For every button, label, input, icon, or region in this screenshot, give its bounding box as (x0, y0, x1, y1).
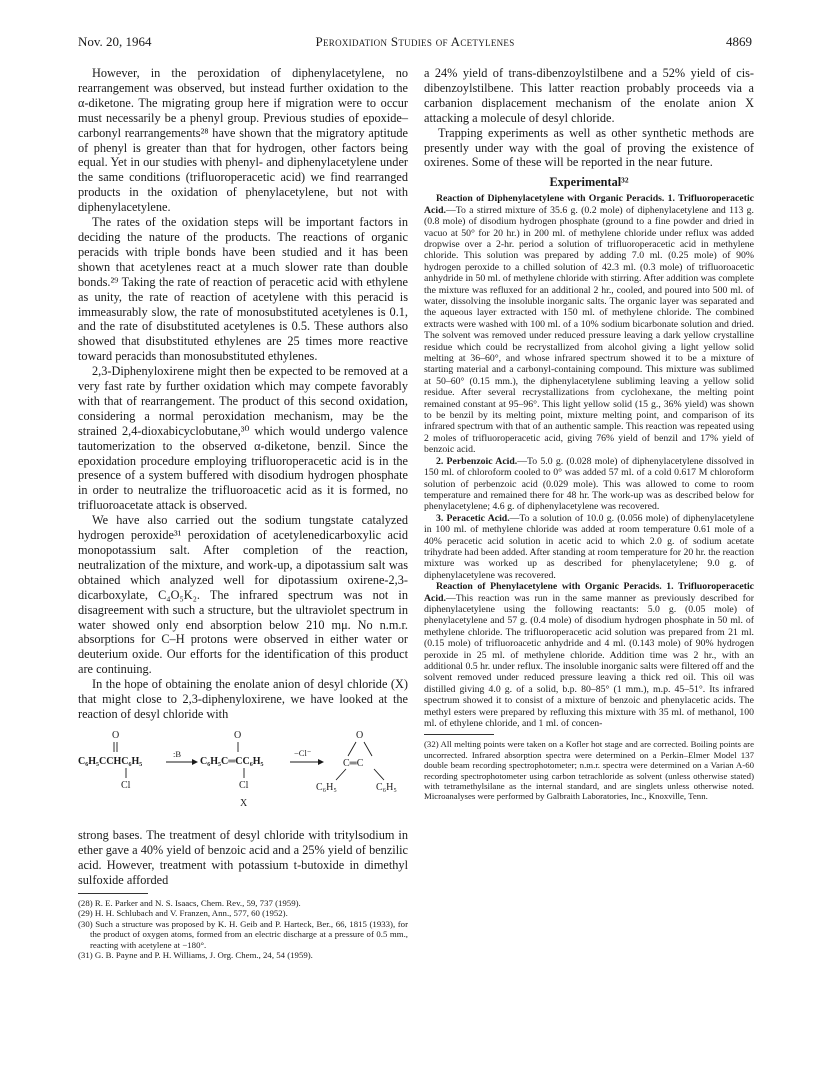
chlorine-label: Cl (121, 779, 131, 791)
phenyl-bond (336, 769, 346, 780)
footnote-rule (424, 734, 494, 735)
experimental-title: Reaction of Phenylacetylene with Organic Peracids. 1. Trifluoroperacetic Acid. (424, 581, 754, 604)
compound-label-x: X (240, 797, 248, 809)
reference: (29) H. H. Schlubach and V. Franzen, Ann., 577, 60 (1952). (78, 908, 288, 919)
left-column (78, 66, 408, 961)
carbonyl-oxygen-label: O (112, 729, 120, 741)
chloride-loss-label: −Cl⁻ (294, 747, 312, 758)
paragraph: 2,3-Diphenyloxirene might then be expected to be removed at a very fast rate by further oxidation which may compete favorably with that of rearrangement. The product of this second oxidation, considering a normal peroxidation mechanism, may be the strained 2,4-dioxabicyclobutane,³⁰ which would undergo valence tautomerization to the observed α-diketone, benzil. Since the epoxidation procedure employing trifluoroperacetic acid is in the presence of a system buffered with disodium hydrogen phosphate in order to neutralize the trifluoroacetic acid as it is formed, no trifluoroacetate attack is observed. (78, 364, 408, 513)
references (78, 898, 408, 962)
reference: (30) Such a structure was proposed by K. H. Geib and P. Harteck, Ber., 66, 1815 (1933), for the product of oxygen atoms, formed from an electric discharge at a pressure of 0.5 mm., reacting with acetylene at −180°. (78, 918, 408, 950)
paragraph: strong bases. The treatment of desyl chloride with tritylsodium in ether gave a 40% yield of benzoic acid and a 25% yield of benzilic acid. However, treatment with potassium t-butoxide in dimethyl sulfoxide afforded (78, 827, 408, 887)
paragraph: The rates of the oxidation steps will be important factors in deciding the nature of the products. The reactions of organic peracids with triple bonds have been studied and it has been shown that acetylenes react at a much slower rate than double bonds.²⁹ Taking the rate of reaction of peracetic acid with ethylene as unity, the rate of reaction of acetylene with this peracid is immeasurably slow, the rate of monosubstituted acetylenes is 0.1, and the rate of disubstituted acetylenes is 0.5. These authors also showed that disubstituted ethylenes are 25 times more reactive toward peracids than monosubstituted ethylenes. (78, 215, 408, 364)
experimental-text: —This reaction was run in the same manner as previously described for diphenylacetylene using the following reactants: 5.0 g. (0.05 mole) of phenylacetylene and 57 g. (0.4 mole) of disodium hydrogen phosphate in 50 ml. of methylene chloride. The trifluoroperacetic acid solution was prepared from 21 ml. (0.15 mole) of trifluoroacetic anhydride and 4 ml. (0.143 mole) of 90% hydrogen peroxide in 25 ml. of methylene chloride. Addition time was 2 hr., with an additional 0.5 hr. under reflux. The insoluble inorganic salts were filtered off and the solvent removed under reduced pressure leaving a thick red oil. This oil was distilled giving 4.0 g. of a solid, b.p. 80–85° (1 mm.), m.p. 45–51°. Its infrared spectrum showed it to consist of a mixture of benzoic and phenylacetic acids. The methyl esters were prepared by refluxing this mixture with 35 ml. of methanol, 100 ml. of ethylene chloride, and 1 ml. of concen- (424, 592, 754, 730)
running-title: Peroxidation Studies of Acetylenes (315, 34, 515, 49)
experimental-text: —To a stirred mixture of 35.6 g. (0.2 mole) of diphenylacetylene and 113 g. (0.8 mole) of disodium hydrogen phosphate (ground to a fine powder and dried in vacuo at 50° for 20 hr.) in 200 ml. of methylene chloride under reflux was added dropwise over a 2-hr. period a solution of trifluoroperacetic acid in methylene chloride. This solution was prepared by adding 7.0 ml. (0.25 mole) of 90% hydrogen peroxide to a chilled solution of 42.3 ml. (0.3 mole) of trifluoroacetic anhydride in 50 ml. of methylene chloride with stirring. After addition was complete the mixture was refluxed for an additional 2 hr., cooled, and poured into 500 ml. of water, dissolving the insoluble inorganic salts. The organic layer was separated and the aqueous layer extracted with 150 ml. of methylene chloride. The combined extracts were washed with 100 ml. of a 10% sodium bicarbonate solution and dried. The solvent was removed under reduced pressure leaving a dark yellow crystalline residue which could be recrystallized from alcohol giving a light yellow solid melting at 36–60°, and whose infrared spectrum showed it to be a mixture of starting material and a carbonyl-containing compound. This mixture was sublimed at 50–60° (0.15 mm.), the diphenylacetylene subliming leaving a yellow solid residue. After several recrystallizations from cyclohexane, the melting point remained constant at 95–96°. This light yellow solid (15 g., 36% yield) was shown to be benzil by its melting point, mixture melting point, and comparison of its infrared spectrum with that of an authentic sample. This reaction was repeated using 2 moles of trifluoroperacetic acid, giving 76% yield of benzil and 17% yield of benzoic acid. (424, 204, 754, 456)
paragraph: a 24% yield of trans-dibenzoylstilbene and a 52% yield of cis-dibenzoylstilbene. This latter reaction probably proceeds via a carbanion displacement mechanism of the enolate anion X attacking a molecule of desyl chloride. (424, 66, 754, 125)
phenyl-label: C₆H₅ (376, 781, 397, 793)
experimental-paragraph (424, 581, 754, 729)
experimental-title: Reaction of Diphenylacetylene with Organic Peracids. 1. Trifluoroperacetic Acid. (424, 193, 754, 216)
paragraph: In the hope of obtaining the enolate anion of desyl chloride (X) that might close to 2,3-diphenyloxirene, we have looked at the reaction of desyl chloride with (78, 677, 408, 721)
phenyl-bond (374, 769, 384, 780)
enolate-formula: C₆H₅C═CC₆H₅ (200, 755, 264, 767)
phenyl-label: C₆H₅ (316, 781, 337, 793)
page-number: 4869 (726, 34, 752, 49)
experimental-paragraph (424, 456, 754, 513)
right-column (424, 66, 754, 802)
base-label: :B (173, 748, 182, 759)
oxirene-carbons: C═C (343, 757, 364, 769)
experimental-title: 2. Perbenzoic Acid. (436, 455, 518, 467)
chlorine-label: Cl (239, 779, 249, 791)
page-header (78, 34, 752, 52)
paragraph: Trapping experiments as well as other synthetic methods are presently under way with the goal of proving the existence of oxirenes. Some of these will be reported in the near future. (424, 125, 754, 170)
footnote (424, 739, 754, 801)
paragraph: We have also carried out the sodium tungstate catalyzed hydrogen peroxide³¹ peroxidation of acetylenedicarboxylic acid monopotassium salt. After completion of the reaction, neutralization of the mixture, and work-up, a dipotassium salt was obtained which analyzed well for dipotassium oxirene-2,3-dicarboxylate, C₄O₅K₂. The infrared spectrum was not in disagreement with such a structure, but the ultraviolet spectrum in water showed only end absorption below 210 mμ. No n.m.r. absorptions for C–H protons were observed in either water or deuterium oxide. Our efforts for the identification of this product are continuing. (78, 513, 408, 677)
paragraph: However, in the peroxidation of diphenylacetylene, no rearrangement was observed, but instead further oxidation to the α-diketone. The migrating group here if migration were to occur must necessarily be a phenyl group. Previous studies of epoxide–carbonyl rearrangements²⁸ have shown that the migratory aptitude of phenyl is greater than that for hydrogen, other factors being equal. Yet in our studies with phenyl- and diphenylacetylene under the same conditions (trifluoroperacetic acid) we find rearranged products in the oxidation of phenylacetylene, but not with diphenylacetylene. (78, 66, 408, 215)
experimental-title: 3. Peracetic Acid. (436, 512, 510, 524)
arrow-head (318, 759, 324, 765)
reference: (28) R. E. Parker and N. S. Isaacs, Chem. Rev., 59, 737 (1959). (78, 897, 301, 908)
oxirene-ring-bond (364, 742, 372, 756)
experimental-paragraph (424, 513, 754, 581)
issue-date: Nov. 20, 1964 (78, 34, 152, 49)
experimental-paragraph (424, 193, 754, 455)
oxirene-ring-bond (348, 742, 356, 756)
desyl-chloride-formula: C₆H₅CCHC₆H₅ (78, 755, 143, 767)
footnote-text: (32) All melting points were taken on a Kofler hot stage and are corrected. Boiling points are uncorrected. Infrared absorption spectra were determined on a Perkin–Elmer Model 137 double beam recording spectrophotometer; n.m.r. spectra were determined on a Varian A-60 recording spectrophotometer using carbon tetrachloride as solvent (unless otherwise stated) with tetramethylsilane as the internal standard, and are singlets unless otherwise noted. Microanalyses were performed by Galbraith Laboratories, Inc., Knoxville, Tenn. (424, 739, 754, 802)
enolate-oxygen-label: O (234, 729, 242, 741)
arrow-head (192, 759, 198, 765)
experimental-text: —To 5.0 g. (0.028 mole) of diphenylacetylene dissolved in 150 ml. of chloroform cooled to 0° was added 57 ml. of a cold 0.617 M chloroform solution of perbenzoic acid (0.029 mole). This was allowed to come to room temperature and remained there for 48 hr. The work-up was as described below for phenylacetylene; 4.6 g. of diphenylacetylene was recovered. (424, 455, 755, 513)
reaction-scheme-drawing (78, 726, 408, 822)
reference: (31) G. B. Payne and P. H. Williams, J. Org. Chem., 24, 54 (1959). (78, 950, 313, 961)
experimental-text: —To a solution of 10.0 g. (0.056 mole) of diphenylacetylene in 100 ml. of methylene chloride was added at room temperature 0.61 mole of a 40% peracetic acid solution in acetic acid to which 2.0 g. of sodium acetate trihydrate had been added. After standing at room temperature for 20 hr. the reaction mixture was worked up as described for phenylacetylene; 9.0 g. of diphenylacetylene was recovered. (424, 512, 754, 581)
footnote-rule (78, 893, 148, 894)
section-heading: Experimental³² (549, 175, 629, 190)
reaction-scheme (78, 726, 408, 822)
oxirene-oxygen-label: O (356, 729, 364, 741)
